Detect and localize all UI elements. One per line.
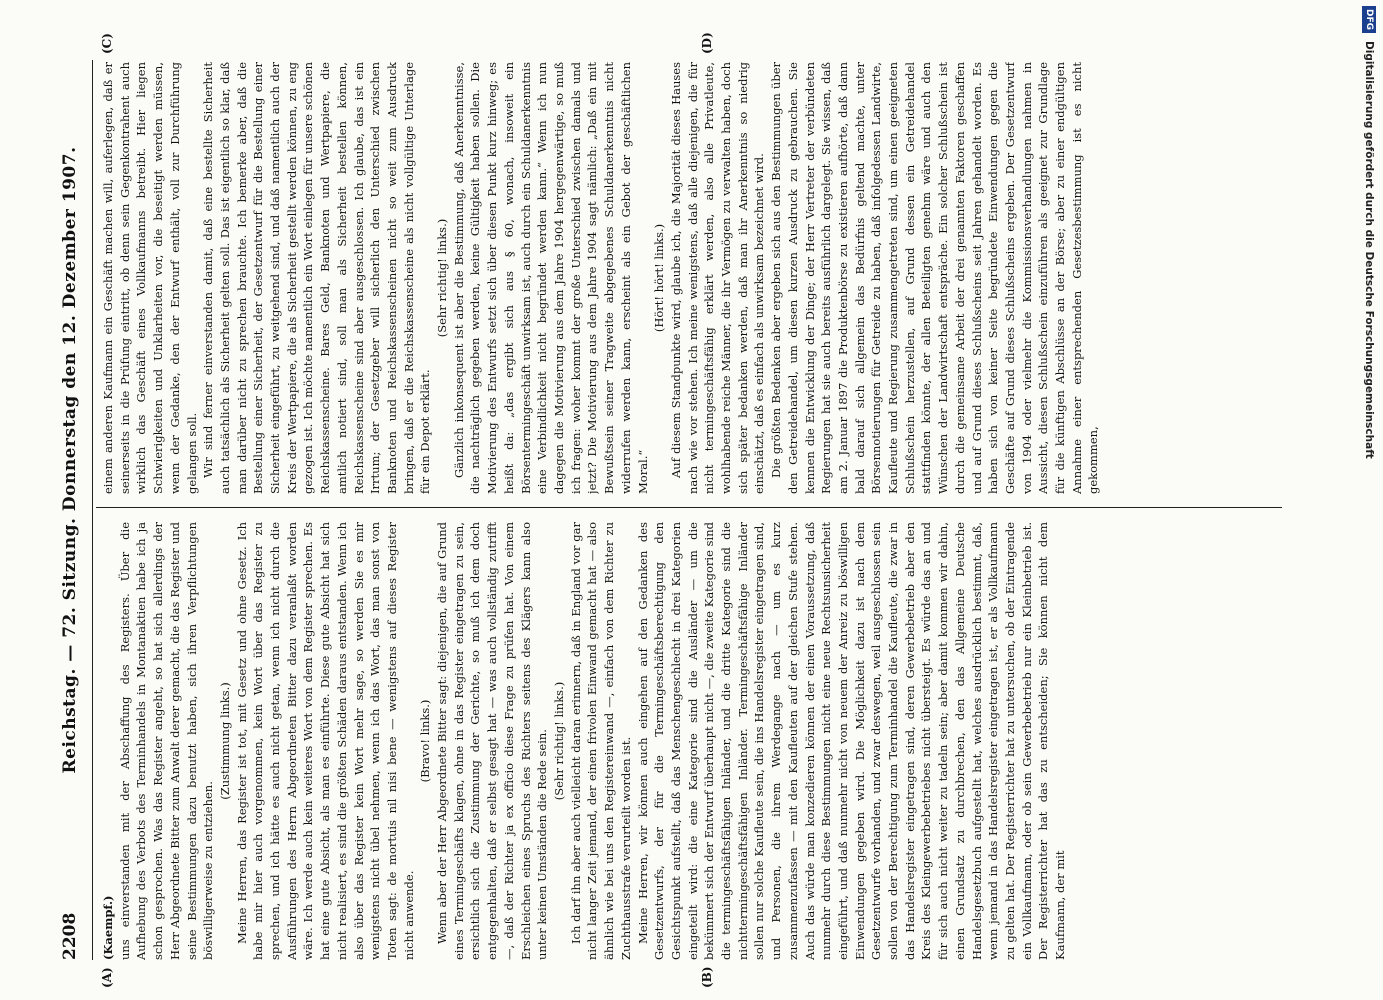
paragraph: Wir sind ferner einverstanden damit, daß eine bestellte Sicherheit auch tatsächlich als Sicherheit gelten soll. Das ist eigentlich so klar, daß man darüber nicht zu sprechen brauchte. Ich bemerke aber, daß die Bestellung einer Sicherheit, der Gesetzentwurf für die Bestellung einer Sicherheit eingeführt, zu weitgehend sind, und daß namentlich auch der Kreis der Wertpapiere, die als Sicherheit gestellt werden können, zu eng gezogen ist. Ich möchte namentlich ein Wort einlegen für unsere schönen Reichskassenscheine. Bares Geld, Banknoten und Wertpapiere, die amtlich notiert sind, soll man als Sicherheit bestellen können, Reichskassenscheine sind aber ausgeschlossen. Ich glaube, das ist ein Irrtum; der Gesetzgeber will sicherlich den Unterschied zwischen Banknoten und Reichskassenscheinen nicht so weit zum Ausdruck bringen, daß er die Reichskassenscheine als nicht vollgültige Unterlage für ein Depot erklärt. [201, 62, 433, 494]
interjection: (Zustimmung links.) [217, 682, 232, 800]
interjection: (Sehr richtig! links.) [435, 218, 450, 338]
margin-mark-d: (D) [700, 32, 714, 54]
margin-mark-a: (A) [100, 967, 114, 988]
paragraph: Meine Herren, das Register ist tot, mit Gesetz und ohne Gesetz. Ich habe mir hier auch vorgenommen, kein Wort über das Register zu sprechen, und ich hätte es auch nicht getan, wenn ich nicht durch die Ausführungen des Herrn Abgeordneten Bitter dazu veranlaßt worden wäre. Ich werde auch kein weiteres Wort von dem Register sprechen. Es hat eine gute Absicht, als man es einführte. Diese gute Absicht hat sich nicht realisiert, es sind die größten Schäden daraus entstanden. Wenn ich also über das Register kein Wort mehr sage, so werden Sie es mir wenigstens nicht übel nehmen, wenn ich das Wort, das man sonst von Toten sagt: de mortuis nil nisi bene — wenigstens auf dieses Register nicht anwende. [234, 522, 416, 960]
interjection: (Hört! hört! links.) [652, 223, 667, 333]
page-title: Reichstag. — 72. Sitzung. Donnerstag den 12. Dezember 1907. [60, 146, 80, 774]
margin-mark-c: (C) [100, 33, 114, 54]
column-rule [96, 507, 1282, 508]
speaker-name: (Kaempf.) [101, 895, 115, 960]
right-column [100, 62, 1278, 494]
left-column [100, 522, 1278, 960]
dfg-logo: DFG [1362, 6, 1376, 33]
paragraph: uns einverstanden mit der Abschaffung des Registers. Über die Aufhebung des Verbots des Terminhandels in Montanaktien habe ich ja schon gesprochen. Was das Register angeht, so hat sich allerdings der Herr Abgeordnete Bitter zum Anwalt derer gemacht, die das Register und seine Bestimmungen dazu benutzt haben, sich ihren Verpflichtungen böswilligerweise zu entziehen. [117, 522, 216, 960]
margin-mark-b: (B) [700, 966, 714, 988]
digitization-text: Digitalisierung gefördert durch die Deutsche Forschungsgemeinschaft [1363, 41, 1375, 459]
page-header [60, 60, 90, 960]
paragraph: Gänzlich inkonsequent ist aber die Bestimmung, daß Anerkenntnisse, die nachträglich gegeben werden, keine Gültigkeit haben sollen. Die Motivierung des Entwurfs setzt sich über diesen Punkt kurz hinweg; es heißt da: „das ergibt sich aus § 60, wonach, insoweit ein Börsentermingeschäft unwirksam ist, auch durch ein Schuldanerkenntnis eine Verbindlichkeit nicht begründet werden kann.“ Wenn ich nun dagegen die Motivierung aus dem Jahre 1904 hergegenwärtige, so muß ich fragen: woher kommt der große Unterschied zwischen damals und jetzt? Die Motivierung aus dem Jahre 1904 sagt nämlich: „Daß ein mit Bewußtsein seiner Tragweite abgegebenes Schuldanerkenntnis nicht widerrufen werden kann, erscheint als ein Gebot der geschäftlichen Moral.“ [451, 62, 650, 494]
paragraph: Meine Herren, wir können auch eingehen auf den Gedanken des Gesetzentwurfs, der für die Termingeschäftsberechtigung den Gesichtspunkt aufstellt, daß das Menschengeschlecht in drei Kategorien eingeteilt wird: die eine Kategorie sind die Ausländer — um die bekümmert sich der Entwurf überhaupt nicht —, die zweite Kategorie sind die termingeschäftsfähigen Inländer, und die dritte Kategorie sind die nichttermingeschäftsfähigen Inländer. Termingeschäftsfähige Inländer sollen nur solche Kaufleute sein, die ins Handelsregister eingetragen sind, und Personen, die ihrem Werdegange nach — um es kurz zusammenzufassen — mit den Kaufleuten auf der gleichen Stufe stehen. Auch das würde man konzedieren können der einen Voraussetzung, daß nunmehr durch diese Bestimmungen nicht eine neue Rechtsunsicherheit eingeführt, und daß nunmehr nicht von neuem der Anreiz zu böswilligen Einwendungen gegeben wird. Die Möglichkeit dazu ist nach dem Gesetzentwurfe vorhanden, und zwar deswegen, weil ausgeschlossen sein sollen von der Berechtigung zum Terminhandel die Kaufleute, die zwar in das Handelsregister eingetragen sind, deren Gewerbebetrieb aber den Kreis des Kleingewerbebetriebes nicht übersteigt. Es würde das an und für sich auch nicht weiter zu tadeln sein; aber damit kommen wir dahin, einen Grundsatz zu durchbrechen, den das Allgemeine Deutsche Handelsgesetzbuch aufgestellt hat, welches ausdrücklich bestimmt, daß, wenn jemand in das Handelsregister eingetragen ist, er als Vollkaufmann zu gelten hat. Der Registerrichter hat zu untersuchen, ob der Eintragende ein Vollkaufmann, oder ob sein Gewerbebetrieb nur ein Kleinbetrieb ist. Der Registerrichter hat das zu entscheiden; Sie können nicht dem Kaufmann, der mit [635, 522, 1068, 960]
digitization-note [1358, 6, 1380, 996]
page-number: 2208 [60, 912, 80, 960]
paragraph: Ich darf ihn aber auch vielleicht daran erinnern, daß in England vor gar nicht langer Zeit jemand, der einen frivolen Einwand gemacht hat — also ähnlich wie bei uns den Registereinwand —, einfach von dem Richter zu Zuchthausstrafe verurteilt worden ist. [568, 522, 633, 960]
interjection: (Sehr richtig! links.) [551, 681, 566, 801]
paragraph: Auf diesem Standpunkte wird, glaube ich, die Majorität dieses Hauses nach wie vor stehen. Ich meine wenigstens, daß alle diejenigen, die für nicht termingeschäftsfähig erklärt werden, also alle Privatleute, wohlhabende reiche Männer, die ihr Vermögen zu verwalten haben, doch sich später bedanken werden, daß man ihr Anerkenntnis so niedrig einschätzt, daß es einfach als unwirksam bezeichnet wird. [668, 62, 767, 494]
paragraph: Die größten Bedenken aber ergeben sich aus den Bestimmungen über den Getreidehandel, um diesen kurzen Ausdruck zu gebrauchen. Sie kennen die Entwicklung der Dinge; der Herr Vertreter der verbündeten Regierungen hat sie auch bereits ausführlich dargelegt. Sie wissen, daß am 2. Januar 1897 die Produktenbörse zu existieren aufhörte, daß dann bald darauf sich allgemein das Bedürfnis geltend machte, unter Börsennotierungen für Getreide zu haben, daß infolgedessen Landwirte, Kaufleute und Regierung zusammengetreten sind, um einen geeigneten Schlußschein herzustellen, auf Grund dessen ein Getreidehandel stattfinden könnte, der allen Beteiligten genehm wäre und auch den Wünschen der Landwirtschaft entspräche. Ein solcher Schlußschein ist durch die gemeinsame Arbeit der drei genannten Faktoren geschaffen und auf Grund dieses Schlußscheins seit Jahren gehandelt worden. Es haben sich von keiner Seite begründete Einwendungen gegen die Geschäfte auf Grund dieses Schlußscheins ergeben. Der Gesetzentwurf von 1904 oder vielmehr die Kommissionsverhandlungen nahmen in Aussicht, diesen Schlußschein einzuführen als geeignet zur Grundlage für die künftigen Abschlüsse an der Börse; aber zu einer endgültigen Annahme einer entsprechenden Gesetzesbestimmung ist es nicht gekommen, [769, 62, 1101, 494]
header-rule [92, 60, 93, 960]
paragraph: einem anderen Kaufmann ein Geschäft machen will, auferlegen, daß er seinerseits in die Prüfung eintritt, ob denn sein Gegenkontrahent auch wirklich das Geschäft eines Vollkaufmanns betreibt. Hier liegen Schwierigkeiten und Unklarheiten vor, die beseitigt werden müssen, wenn der Gedanke, den der Entwurf enthält, voll zur Durchführung gelangen soll. [101, 62, 199, 494]
paragraph: Wenn aber der Herr Abgeordnete Bitter sagt: diejenigen, die auf Grund eines Termingeschäfts klagen, ohne in das Register eingetragen zu sein, ersichtlich sich die Zustimmung der Gerichte, so muß ich dem doch entgegenhalten, daß er selbst gesagt hat — was auch vollständig zutrifft —, daß der Richter ja ex officio diese Frage zu prüfen hat. Von einem Erschleichen eines Spruchs des Richters seitens des Klägers kann also unter keinen Umständen die Rede sein. [435, 522, 550, 960]
interjection: (Bravo! links.) [418, 699, 433, 783]
